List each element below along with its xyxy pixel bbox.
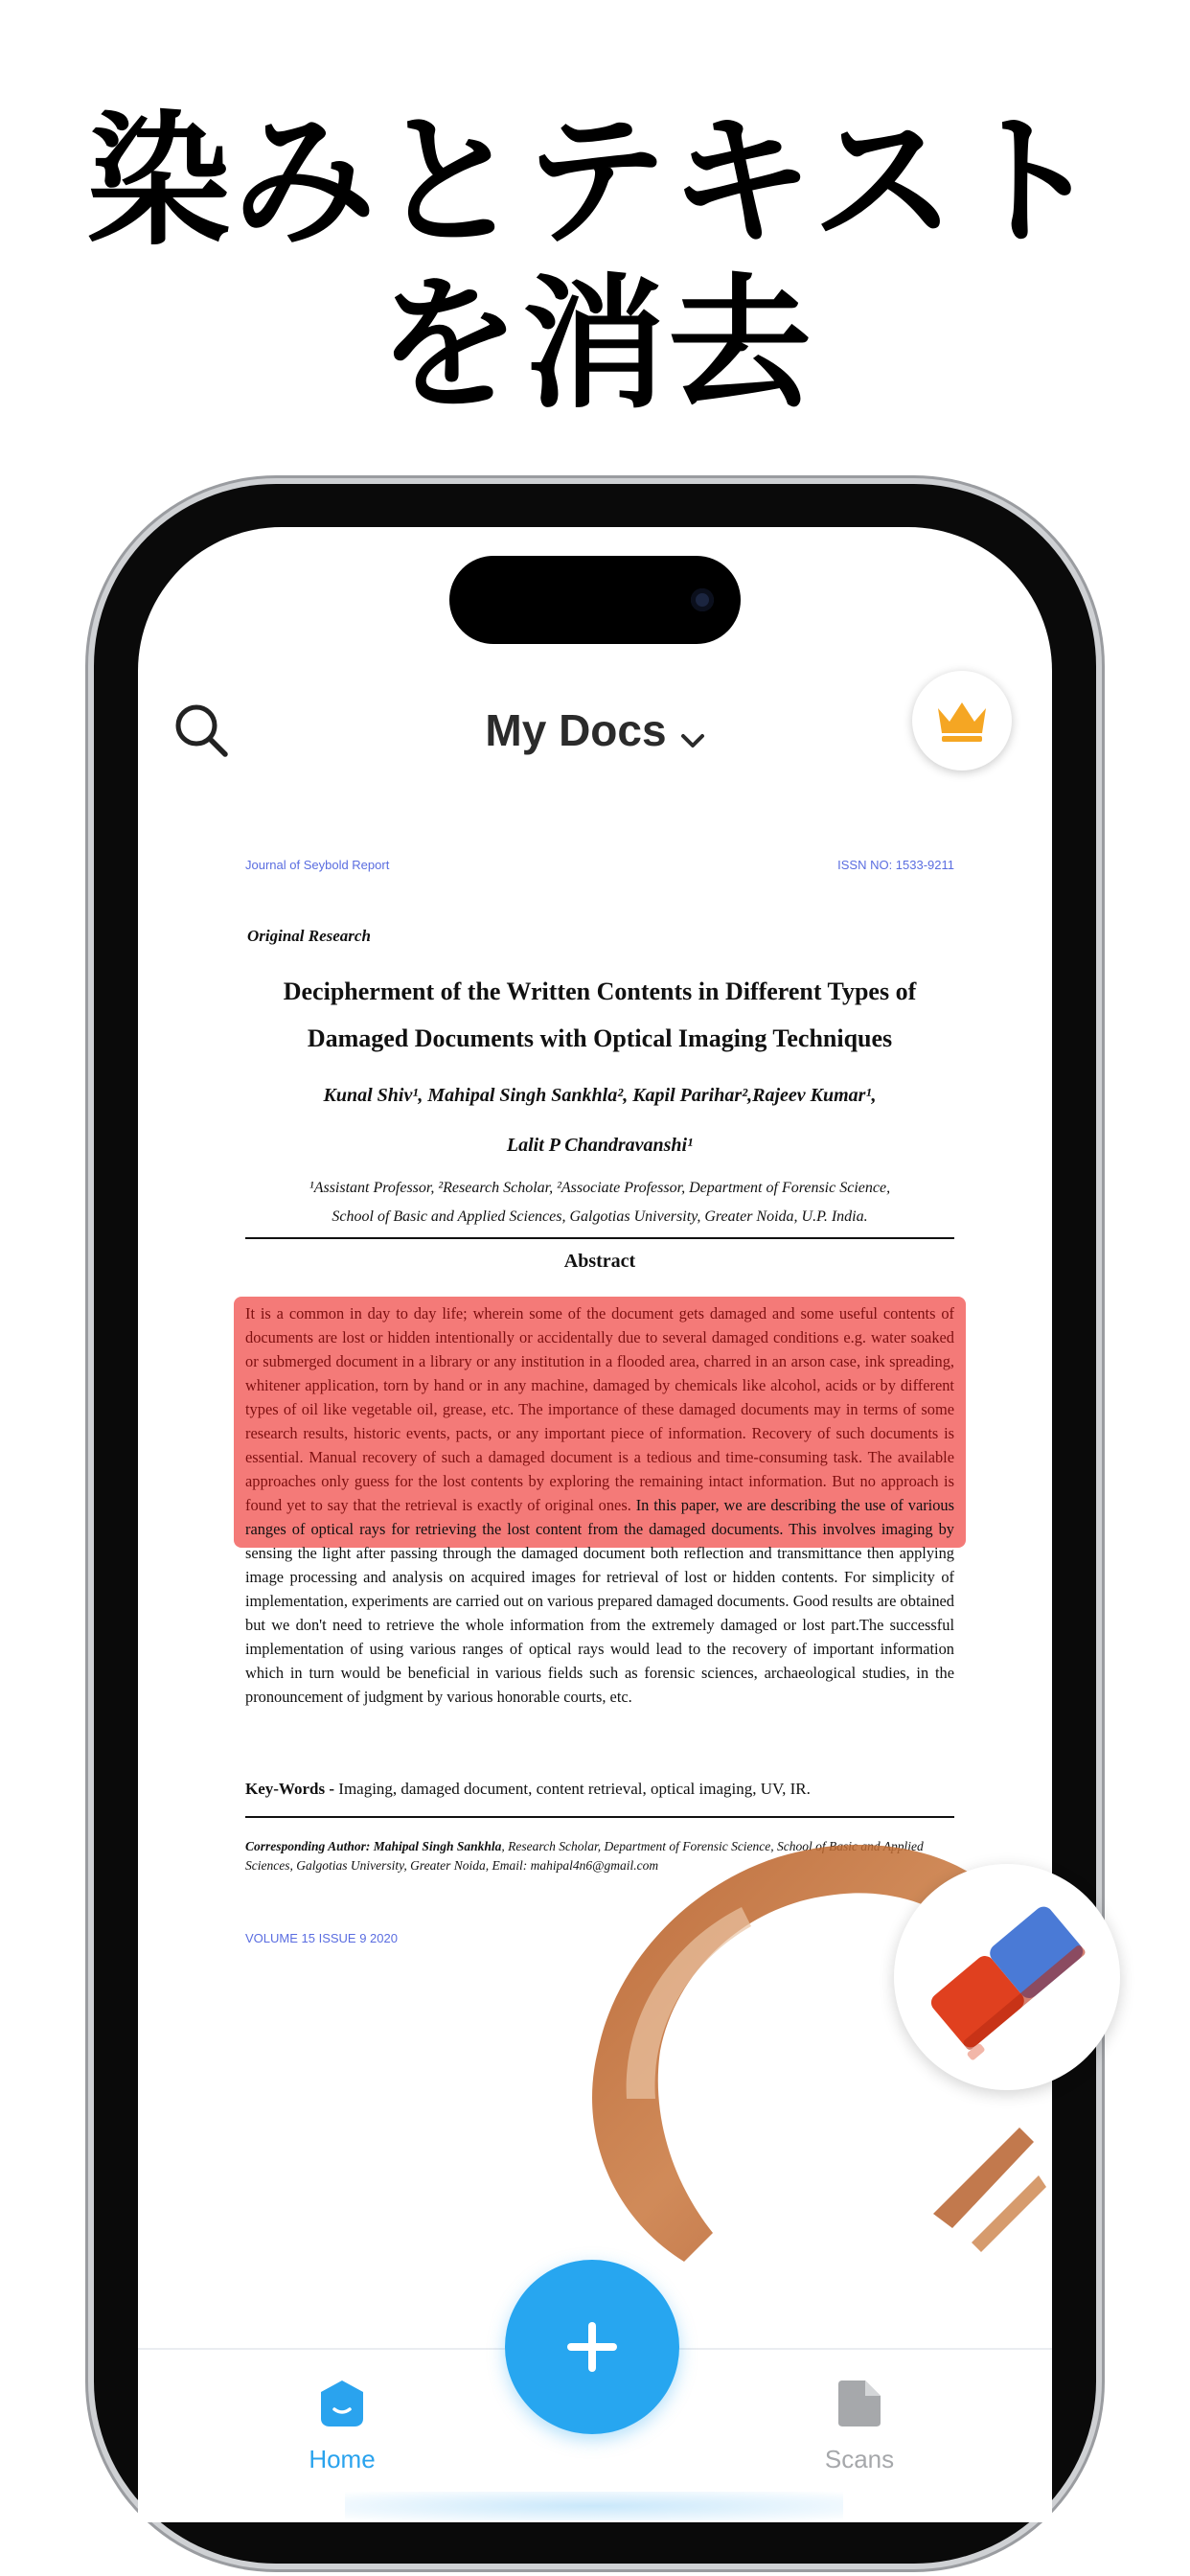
hero-line-1: 染みとテキスト <box>86 99 1104 265</box>
authors-line-2: Lalit P Chandravanshi¹ <box>506 1135 694 1156</box>
scans-doc-icon <box>835 2379 884 2428</box>
phone-volume-down <box>85 1231 94 1385</box>
article-category: Original Research <box>247 927 371 945</box>
eraser-badge <box>894 1864 1120 2090</box>
affiliations <box>245 1174 954 1231</box>
corr-label: Corresponding Author: Mahipal Singh Sankhla <box>245 1839 502 1853</box>
home-icon <box>317 2379 367 2428</box>
paper-title-line-2: Damaged Documents with Optical Imaging Techniques <box>307 1024 893 1052</box>
divider <box>245 1237 954 1239</box>
add-document-button[interactable] <box>505 2260 679 2434</box>
hero-line-2: を消去 <box>376 262 813 428</box>
dynamic-island <box>449 556 741 644</box>
page-title: My Docs <box>485 705 667 755</box>
top-bar <box>138 671 1052 776</box>
volume-info: VOLUME 15 ISSUE 9 2020 <box>245 1931 398 1945</box>
abstract-body <box>245 1301 954 1709</box>
tab-scans-label: Scans <box>824 2445 895 2473</box>
corr-text: , Research Scholar, Department of Forensic Science, School of Basic and Applied Sciences, Galgotias University, Greater Noida, Email: mahipal4n6@gmail.com <box>245 1839 924 1873</box>
tab-home-label: Home <box>309 2445 376 2473</box>
tab-home[interactable] <box>246 2379 438 2474</box>
paper-title <box>245 968 954 1062</box>
tab-scans[interactable] <box>764 2379 955 2474</box>
paper-title-line-1: Decipherment of the Written Contents in Different Types of <box>283 978 917 1005</box>
affiliation-line-2: School of Basic and Applied Sciences, Galgotias University, Greater Noida, U.P. India. <box>332 1208 868 1225</box>
affiliation-line-1: ¹Assistant Professor, ²Research Scholar, ²Associate Professor, Department of Forensic Science, <box>309 1180 891 1196</box>
keywords <box>245 1780 954 1799</box>
authors <box>245 1070 954 1170</box>
phone-volume-up <box>85 1030 94 1184</box>
abstract-heading: Abstract <box>563 1251 636 1272</box>
app-screen <box>138 527 1052 2520</box>
abstract-text: In this paper, we are describing the use of various ranges of optical rays for retrieving the lost content from the damaged documents. This involves imaging by sensing the light after passing through the damaged document both reflection and transmittance then applying image processing and analysis on acquired images for retrieval of lost or hidden contents. For simplicity of implementation, experiments are carried out on various prepared damaged documents. Good results are obtained but we don't need to retrieve the whole information from the extremely damaged or lost part.The successful implementation of using various ranges of optical rays would lead to the recovery of important information which in turn would be beneficial in various fields such as forensic sciences, archaeological studies, in the pronouncement of judgment by various honorable courts, etc. <box>245 1496 954 1706</box>
home-indicator-glow <box>345 2492 843 2520</box>
camera-lens <box>691 588 714 611</box>
chevron-down-icon <box>680 708 705 760</box>
plus-icon <box>563 2318 621 2376</box>
phone-power-button <box>1096 1140 1105 1370</box>
authors-line-1: Kunal Shiv¹, Mahipal Singh Sankhla², Kapil Parihar²,Rajeev Kumar¹, <box>323 1085 877 1106</box>
keywords-text: Imaging, damaged document, content retrieval, optical imaging, UV, IR. <box>334 1780 811 1798</box>
keywords-label: Key-Words - <box>245 1780 335 1798</box>
eraser-icon <box>894 1864 1120 2090</box>
phone-action-button <box>85 886 94 963</box>
issn: ISSN NO: 1533-9211 <box>837 858 954 872</box>
hero-heading <box>0 101 1190 426</box>
journal-name: Journal of Seybold Report <box>245 858 390 872</box>
crown-icon <box>934 697 990 745</box>
highlighted-text: It is a common in day to day life; wherein some of the document gets damaged and some useful contents of documents are lost or hidden intentionally or accidentally due to several damaged conditions e.g. water soaked or submerged document in a library or any institution in a flooded area, charred in an arson case, ink spreading, whitener application, torn by hand or in any machine, damaged by chemicals like alcohol, acids or by different types of oil like vegetable oil, grease, etc. The importance of these damaged documents may in terms of some research results, historic events, pacts, or any important piece of information. Recovery of such documents is essential. Manual recovery of such a damaged document is a tedious and time-consuming task. The available approaches only guess for the lost contents by exploring the remaining intact information. But no approach is found yet to say that the retrieval is exactly of original ones. <box>245 1304 954 1514</box>
premium-button[interactable] <box>912 671 1012 770</box>
